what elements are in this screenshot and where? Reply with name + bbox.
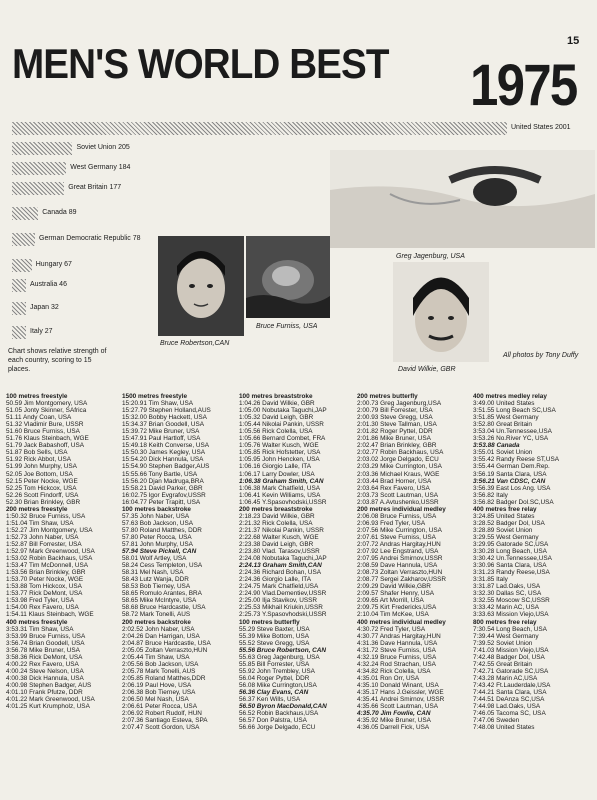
event-heading: 200 metres backstroke <box>122 618 191 626</box>
result-line: 16:02.75 Igor Evgrafov,USSR <box>122 491 206 499</box>
result-line: 3:58.36 Rick DeMont, USA <box>6 653 83 661</box>
result-line: 4:32.24 Rod Strachan, USA <box>357 660 436 668</box>
result-line: 1:06.16 Giorgio Lalle, ITA <box>239 463 311 471</box>
result-line: 2:06.61 Peter Rocca, USA <box>122 703 197 711</box>
result-line: 1:06.45 Y.Spasovhodski,USSR <box>239 498 327 506</box>
result-line: 15:20.91 Tim Shaw, USA <box>122 400 194 408</box>
result-line: 57.80 Roland Matthes, DDR <box>122 526 202 534</box>
result-line: 2:24.08 Nobutaka Taguchi,JAP <box>239 555 327 563</box>
result-line: 2:03.73 Scott Lautman, USA <box>357 491 438 499</box>
result-line: 2:07.56 Mike Currington, USA <box>357 526 442 534</box>
result-line: 7:42.71 Gatorade SC,USA <box>473 667 549 675</box>
result-line: 51.05 Jonty Skinner, SAfrica <box>6 407 87 415</box>
result-line: 1:05.00 Nobutaka Taguchi,JAP <box>239 407 327 415</box>
result-line: 4:00.22 Rex Favero, USA <box>6 660 79 668</box>
result-line: 51.32 Vladimir Bure, USSR <box>6 421 84 429</box>
result-line: 3:49.00 United States <box>473 400 535 408</box>
result-line: 55.39 Mike Bottom, USA <box>239 632 309 640</box>
result-line: 4:00.24 Steve Nelson, USA <box>6 667 84 675</box>
result-line: 2:02.77 Robin Backhaus, USA <box>357 449 444 457</box>
result-line: 2:06.92 Robert Rudolf, HUN <box>122 710 202 718</box>
result-line: 4:01.25 Kurt Krumpholz, USA <box>6 703 90 711</box>
result-line: 4:35.66 Scott Lautman, USA <box>357 703 438 711</box>
result-line: 4:00.98 Stephen Badger, AUS <box>6 681 92 689</box>
event-heading: 200 metres breaststroke <box>239 505 313 513</box>
result-line: 3:51.85 West Germany <box>473 414 539 422</box>
result-line: 7:46.05 Tacoma SC, USA <box>473 710 546 718</box>
result-line: 57.63 Bob Jackson, USA <box>122 519 194 527</box>
result-line: 4:35.17 Hans J.Geissler, WGE <box>357 688 444 696</box>
result-line: 3:28.52 Badger Dol, USA <box>473 519 545 527</box>
result-line: 3:56.21 Van CDSC, CAN <box>473 477 546 485</box>
bar-soviet-union <box>12 142 72 155</box>
result-line: 7:41.03 Mission Viejo,USA <box>473 646 549 654</box>
results-column <box>473 393 559 731</box>
result-line: 2:03.64 Rex Favero, USA <box>357 484 430 492</box>
result-line: 52.30 Brian Brinkley, GBR <box>6 498 81 506</box>
result-line: 7:42.48 Badger Dol, USA <box>473 653 545 661</box>
event-heading: 400 metres medley relay <box>473 393 547 400</box>
event-heading: 200 metres butterfly <box>357 393 418 400</box>
result-line: 58.53 Bob Tierney, USA <box>122 583 191 591</box>
portrait-image <box>158 236 244 336</box>
result-line: 3:55.42 Randy Reese ST,USA <box>473 456 559 464</box>
result-line: 1:54.11 Klaus Steinbach, WGE <box>6 611 94 619</box>
event-heading: 400 metres freestyle <box>6 618 68 626</box>
result-line: 4:35.41 Andrei Smirnov, USSR <box>357 696 445 704</box>
result-line: 1:05.85 Rick Hofstetter, USA <box>239 449 321 457</box>
result-line: 4:35.92 Mike Bruner, USA <box>357 717 431 725</box>
result-line: 15:34.37 Brian Goodell, USA <box>122 421 205 429</box>
result-line: 15:55.66 Tony Bartle, USA <box>122 470 198 478</box>
result-line: 51.79 Jack Babashoff, USA <box>6 442 85 450</box>
result-line: 2:02.52 John Naber, USA <box>122 625 195 633</box>
bar-label: Soviet Union 205 <box>76 144 130 151</box>
result-line: 57.94 Steve Pickell, CAN <box>122 548 197 556</box>
result-line: 3:53.88 Canada <box>473 442 520 450</box>
result-line: 3:51.55 Long Beach SC,USA <box>473 407 556 415</box>
bar-hungary <box>12 259 32 272</box>
bar-japan <box>12 302 26 315</box>
result-line: 2:03.02 Jorge Delgado, ECU <box>357 456 439 464</box>
bar-label: United States 2001 <box>511 124 571 131</box>
result-line: 52.05 Joe Bottom, USA <box>6 470 73 478</box>
result-line: 52.25 Tom Hickcox, USA <box>6 484 77 492</box>
bar-label: West Germany 184 <box>70 164 131 171</box>
event-heading: 100 metres backstroke <box>122 505 191 513</box>
page-number: 15 <box>567 35 580 47</box>
result-line: 2:06.93 Fred Tyler, USA <box>357 519 426 527</box>
result-line: 4:35.70 Jim Fowlie, CAN <box>357 710 431 718</box>
result-line: 2:24.13 Graham Smith,CAN <box>239 562 322 570</box>
result-line: 2:03.29 Mike Currington, USA <box>357 463 442 471</box>
result-line: 2:04.87 Bruce Hardcastle, USA <box>122 639 211 647</box>
result-line: 7:39.52 Soviet Union <box>473 639 533 647</box>
result-line: 2:24.36 Giorgio Lalle, ITA <box>239 576 311 584</box>
result-line: 1:05.56 Rick Colella, USA <box>239 428 313 436</box>
result-line: 58.68 Bruce Hardcastle, USA <box>122 604 206 612</box>
result-line: 15:39.72 Mike Bruner, USA <box>122 428 200 436</box>
result-line: 7:47.06 Sweden <box>473 717 520 725</box>
bar-label: Japan 32 <box>30 304 59 311</box>
result-line: 58.24 Cess Templeton, USA <box>122 562 203 570</box>
result-line: 2:07.92 Lee Engstrand, USA <box>357 548 439 556</box>
result-line: 56.52 Robin Backhaus,USA <box>239 710 319 718</box>
result-line: 4:31.36 Dave Hannula, USA <box>357 639 438 647</box>
result-line: 2:24.36 Richard Bohan, USA <box>239 569 322 577</box>
result-line: 51.87 Bob Sells, USA <box>6 449 68 457</box>
result-line: 56.37 Ken Wills, USA <box>239 696 301 704</box>
result-line: 15:58.21 David Parker, GBR <box>122 484 203 492</box>
result-line: 1:05.66 Bernard Combet, FRA <box>239 435 326 443</box>
result-line: 4:31.72 Steve Furniss, USA <box>357 646 436 654</box>
result-line: 3:31.85 Italy <box>473 576 508 584</box>
result-line: 1:51.04 Tim Shaw, USA <box>6 519 74 527</box>
event-heading: 1500 metres freestyle <box>122 393 188 400</box>
result-line: 2:05.05 Zoltan Verraszto,HUN <box>122 646 208 654</box>
result-line: 2:08.77 Sergei Zakharov,USSR <box>357 576 447 584</box>
bar-label: Italy 27 <box>30 328 53 335</box>
result-line: 1:52.27 Jim Montgomery, USA <box>6 526 93 534</box>
result-line: 2:03.87 A.Avtushenko,USSR <box>357 498 439 506</box>
result-line: 7:42.55 Great Britain <box>473 660 532 668</box>
result-line: 51.92 Rick Abbot, USA <box>6 456 72 464</box>
result-line: 57.35 John Naber, USA <box>122 512 190 520</box>
result-line: 58.65 Romulo Arantes, BRA <box>122 590 202 598</box>
result-line: 3:56.82 Italy <box>473 491 508 499</box>
result-line: 2:25.00 Ilja Stavikov, USSR <box>239 597 318 605</box>
result-line: 15:54.90 Stephen Badger,AUS <box>122 463 210 471</box>
result-line: 56.36 Clay Evans, CAN <box>239 688 309 696</box>
result-line: 3:56.74 Brian Goodell, USA <box>6 639 85 647</box>
result-line: 3:24.85 United States <box>473 512 535 520</box>
result-line: 2:21.37 Nikolai Pankin, USSR <box>239 526 324 534</box>
result-line: 2:05.85 Roland Matthes,DDR <box>122 674 206 682</box>
result-line: 2:18.23 David Wilkie, GBR <box>239 512 315 520</box>
result-line: 3:55.44 German Dem.Rep. <box>473 463 550 471</box>
result-line: 56.50 Byron MacDonald,CAN <box>239 703 327 711</box>
photo-credit: All photos by Tony Duffy <box>503 352 579 359</box>
result-line: 1:53.47 Tim McDonnell, USA <box>6 562 89 570</box>
result-line: 1:52.87 Bill Forrester, USA <box>6 540 82 548</box>
result-line: 2:05.78 Mark Tonelli, AUS <box>122 667 196 675</box>
result-line: 2:06.50 Mel Nash, USA <box>122 696 189 704</box>
result-line: 2:03.44 Brad Horner, USA <box>357 477 432 485</box>
result-line: 4:01.22 Mark Greenwood, USA <box>6 696 95 704</box>
result-line: 3:56.39 East Los Ang. USA <box>473 484 551 492</box>
page-title: MEN'S WORLD BEST <box>12 40 389 87</box>
result-line: 2:24.90 Vlad.Dementiev,USSR <box>239 590 327 598</box>
photo-bruce-robertson <box>158 236 244 336</box>
bar-label: German Democratic Republic 78 <box>39 235 141 242</box>
results-column <box>357 393 446 731</box>
caption-robertson: Bruce Robertson,CAN <box>160 340 230 347</box>
result-line: 3:53.04 Un.Tennessee,USA <box>473 428 552 436</box>
result-line: 58.31 Mel Nash, USA <box>122 569 184 577</box>
result-line: 2:09.57 Shafer Henry, USA <box>357 590 434 598</box>
bar-canada <box>12 207 38 220</box>
result-line: 56.04 Roger Pyttel, DDR <box>239 674 310 682</box>
result-line: 1:04.26 David Wilkie, GBR <box>239 400 315 408</box>
result-line: 2:01.82 Roger Pyttel, DDR <box>357 428 433 436</box>
bar-united-states <box>12 122 507 135</box>
result-line: 56.66 Jorge Delgado, ECU <box>239 724 316 732</box>
result-line: 57.80 Peter Rocca, USA <box>122 533 192 541</box>
result-line: 3:56.82 Badger Dol.SC,USA <box>473 498 554 506</box>
result-line: 1:06.38 Mark Chatfield, USA <box>239 484 320 492</box>
result-line: 2:04.26 Dan Harrigan, USA <box>122 632 200 640</box>
result-line: 1:05.95 John Hencken, USA <box>239 456 320 464</box>
result-line: 2:22.68 Walter Kusch, WGE <box>239 533 319 541</box>
result-line: 56.57 Don Palstra, USA <box>239 717 307 725</box>
results-column <box>239 393 327 731</box>
result-line: 2:01.86 Mike Bruner, USA <box>357 435 431 443</box>
result-line: 2:09.75 Kirt Fredericks,USA <box>357 604 437 612</box>
swimmer-image <box>246 236 330 318</box>
result-line: 2:01.30 Steve Tallman, USA <box>357 421 437 429</box>
result-line: 2:10.04 Tim McKee, USA <box>357 611 429 619</box>
caption-wilkie: David Wilkie, GBR <box>398 366 456 373</box>
result-line: 1:53.56 Brian Brinkley, GBR <box>6 569 86 577</box>
event-heading: 100 metres breaststroke <box>239 393 313 400</box>
result-line: 55.29 Steve Baxter, USA <box>239 625 310 633</box>
result-line: 4:36.05 Darrell Fick, USA <box>357 724 430 732</box>
result-line: 4:35.10 Donald Winant, USA <box>357 681 439 689</box>
year-heading: 1975 <box>470 53 577 118</box>
bar-australia <box>12 279 26 292</box>
result-line: 2:23.80 Vlad. Tarasov,USSR <box>239 548 320 556</box>
result-line: 1:05.32 David Leigh, GBR <box>239 414 314 422</box>
result-line: 7:39.44 West Germany <box>473 632 539 640</box>
result-line: 3:55.01 Soviet Union <box>473 449 533 457</box>
result-line: 4:32.19 Bruce Furniss, USA <box>357 653 437 661</box>
results-column <box>6 393 95 710</box>
result-line: 51.76 Klaus Steinbach, WGE <box>6 435 89 443</box>
result-line: 7:43.28 Marin AC,USA <box>473 674 538 682</box>
result-line: 56.08 Mike Currington,USA <box>239 681 317 689</box>
results-column <box>122 393 211 731</box>
result-line: 55.92 John Trembley, USA <box>239 667 315 675</box>
photo-david-wilkie <box>393 262 489 362</box>
event-heading: 800 metres free relay <box>473 618 537 626</box>
result-line: 4:34.82 Rick Colella, USA <box>357 667 431 675</box>
bar-german-democratic-republic <box>12 233 35 246</box>
result-line: 51.99 John Murphy, USA <box>6 463 77 471</box>
result-line: 7:44.21 Santa Clara, USA <box>473 688 547 696</box>
result-line: 3:53.99 Bruce Furniss, USA <box>6 632 86 640</box>
event-heading: 100 metres freestyle <box>6 393 68 400</box>
result-line: 15:50.30 James Kegley, USA <box>122 449 206 457</box>
result-line: 55.56 Bruce Robertson, CAN <box>239 646 327 654</box>
result-line: 2:03.36 Michael Kraus, WGE <box>357 470 440 478</box>
result-line: 2:02.47 Brian Brinkley, GBR <box>357 442 437 450</box>
result-line: 15:27.79 Stephen Holland,AUS <box>122 407 211 415</box>
result-line: 1:06.41 Kevin Williams, USA <box>239 491 321 499</box>
result-line: 7:44.98 Lad.Oaks, USA <box>473 703 541 711</box>
result-line: 2:00.79 Bill Forrester, USA <box>357 407 433 415</box>
photo-bruce-furniss <box>246 236 330 318</box>
photo-greg-jagenburg <box>330 150 595 248</box>
result-line: 51.11 Andy Coan, USA <box>6 414 72 422</box>
result-line: 58.01 Wolf Artley, USA <box>122 555 187 563</box>
result-line: 3:33.42 Marin AC, USA <box>473 604 540 612</box>
result-line: 15:47.91 Paul Hartloff, USA <box>122 435 201 443</box>
result-line: 7:43.42 Ft.Lauderdale,USA <box>473 681 551 689</box>
result-line: 2:25.53 Mikhail Kriukin,USSR <box>239 604 323 612</box>
result-line: 1:52.97 Mark Greenwood, USA <box>6 548 95 556</box>
result-line: 3:33.63 Mission Viejo,USA <box>473 611 549 619</box>
result-line: 4:01.10 Frank Pfutze, DDR <box>6 688 83 696</box>
result-line: 2:00.73 Greg Jagenburg,USA <box>357 400 442 408</box>
result-line: 15:56.20 Djan Madruga,BRA <box>122 477 204 485</box>
result-line: 3:53.31 Tim Shaw, USA <box>6 625 74 633</box>
result-line: 1:52.73 John Naber, USA <box>6 533 79 541</box>
result-line: 1:06.17 Larry Dowler, USA <box>239 470 315 478</box>
result-line: 2:07.61 Steve Furniss, USA <box>357 533 436 541</box>
result-line: 1:53.98 Fred Tyler, USA <box>6 597 75 605</box>
result-line: 2:07.36 Santiago Esteva, SPA <box>122 717 208 725</box>
result-line: 15:32.00 Bobby Hackett, USA <box>122 414 207 422</box>
result-line: 3:53.26 No.River YC, USA <box>473 435 549 443</box>
result-line: 1:50.32 Bruce Furniss, USA <box>6 512 86 520</box>
swimmer-image <box>330 150 595 248</box>
result-line: 1:05.44 Nikolai Pankin, USSR <box>239 421 324 429</box>
result-line: 3:29.55 West Germany <box>473 533 539 541</box>
result-line: 15:49.18 Keith Converse, USA <box>122 442 210 450</box>
bar-label: Hungary 67 <box>35 261 72 268</box>
result-line: 3:30.28 Long Beach, USA <box>473 548 547 556</box>
result-line: 3:31.23 Randy Reese,USA <box>473 569 550 577</box>
caption-jagenburg: Greg Jagenburg, USA <box>396 253 465 260</box>
result-line: 1:53.88 Tom Hickcox, USA <box>6 583 82 591</box>
bar-great-britain <box>12 182 64 195</box>
result-line: 7:48.08 United States <box>473 724 535 732</box>
result-line: 1:53.70 Peter Nocke, WGE <box>6 576 84 584</box>
result-line: 2:09.65 Art Morrill, USA <box>357 597 424 605</box>
result-line: 2:25.73 Y.Spasovhodski,USSR <box>239 611 327 619</box>
result-line: 4:30.72 Fred Tyler, USA <box>357 625 426 633</box>
bar-west-germany <box>12 162 66 175</box>
event-heading: 200 metres freestyle <box>6 505 68 513</box>
bar-label: Australia 46 <box>30 281 67 288</box>
result-line: 1:06.38 Graham Smith, CAN <box>239 477 324 485</box>
bar-italy <box>12 326 26 339</box>
result-line: 52.15 Peter Nocke, WGE <box>6 477 78 485</box>
result-line: 2:07.47 Scott Gordon, USA <box>122 724 200 732</box>
result-line: 2:08.73 Zoltan Verraszto,HUN <box>357 569 443 577</box>
event-heading: 400 metres individual medley <box>357 618 446 626</box>
result-line: 55.63 Greg Jagenburg, USA <box>239 653 320 661</box>
event-heading: 200 metres individual medley <box>357 505 446 513</box>
result-line: 7:44.51 DeAnza SC,USA <box>473 696 545 704</box>
result-line: 50.59 Jim Montgomery, USA <box>6 400 88 408</box>
result-line: 2:24.75 Mark Chatfield,USA <box>239 583 319 591</box>
result-line: 55.85 Bill Forrester, USA <box>239 660 310 668</box>
bar-label: Canada 89 <box>42 209 77 216</box>
result-line: 3:52.80 Great Britain <box>473 421 532 429</box>
result-line: 2:05.56 Bob Jackson, USA <box>122 660 199 668</box>
event-heading: 400 metres free relay <box>473 505 537 513</box>
result-line: 7:30.54 Long Beach, USA <box>473 625 547 633</box>
result-line: 3:32.30 Dallas SC, USA <box>473 590 542 598</box>
result-line: 16:04.77 Peter Trapitt, USA <box>122 498 201 506</box>
result-line: 58.72 Mark Tonelli, AUS <box>122 611 191 619</box>
result-line: 15:54.20 Dick Hannula, USA <box>122 456 204 464</box>
result-line: 55.52 Steve Gregg, USA <box>239 639 310 647</box>
portrait-image <box>393 262 489 362</box>
result-line: 58.43 Lutz Wanja, DDR <box>122 576 189 584</box>
result-line: 3:28.89 Soviet Union <box>473 526 533 534</box>
result-line: 2:00.93 Steve Gregg, USA <box>357 414 433 422</box>
result-line: 2:07.72 Andras Hargitay,HUN <box>357 540 441 548</box>
result-line: 51.60 Bruce Furniss, USA <box>6 428 80 436</box>
result-line: 1:05.76 Walter Kusch, WGE <box>239 442 319 450</box>
result-line: 2:23.38 David Leigh, GBR <box>239 540 314 548</box>
result-line: 3:30.96 Santa Clara, USA <box>473 562 547 570</box>
result-line: 3:30.42 Un.Tennessee,USA <box>473 555 552 563</box>
result-line: 3:31.87 Lad.Oaks, USA <box>473 583 541 591</box>
result-line: 2:06.38 Bob Tierney, USA <box>122 688 196 696</box>
result-line: 2:09.29 David Wilkie,GBR <box>357 583 431 591</box>
result-line: 4:35.01 Ron Orr, USA <box>357 674 420 682</box>
result-line: 57.81 John Murphy, USA <box>122 540 193 548</box>
result-line: 52.26 Scott Findorff, USA <box>6 491 79 499</box>
result-line: 2:21.32 Rick Colella, USA <box>239 519 313 527</box>
result-line: 58.65 Mike McIntyre, USA <box>122 597 197 605</box>
result-line: 1:53.77 Rick DeMont, USA <box>6 590 83 598</box>
result-line: 2:07.95 Andrei Smirnov,USSR <box>357 555 443 563</box>
result-line: 3:32.55 Moscow SC,USSR <box>473 597 550 605</box>
result-line: 4:30.77 Andras Hargitay,HUN <box>357 632 441 640</box>
chart-note: Chart shows relative strength of each country, scoring to 15 places. <box>8 348 107 373</box>
result-line: 3:29.95 Gatorade SC,USA <box>473 540 549 548</box>
result-line: 3:56.78 Mike Bruner, USA <box>6 646 80 654</box>
event-heading: 100 metres butterfly <box>239 618 300 626</box>
result-line: 2:05.44 Tim Shaw, USA <box>122 653 190 661</box>
result-line: 2:06.08 Bruce Furniss, USA <box>357 512 437 520</box>
bar-label: Great Britain 177 <box>68 184 122 191</box>
result-line: 4:00.38 Dick Hannula, USA <box>6 674 84 682</box>
result-line: 2:08.59 Dave Hannula, USA <box>357 562 438 570</box>
result-line: 3:56.19 Santa Clara, USA <box>473 470 547 478</box>
result-line: 1:54.00 Rex Favero, USA <box>6 604 79 612</box>
caption-furniss: Bruce Furniss, USA <box>256 323 318 330</box>
result-line: 1:53.02 Robin Backhaus, USA <box>6 555 93 563</box>
result-line: 2:06.19 Paul Hove, USA <box>122 681 192 689</box>
